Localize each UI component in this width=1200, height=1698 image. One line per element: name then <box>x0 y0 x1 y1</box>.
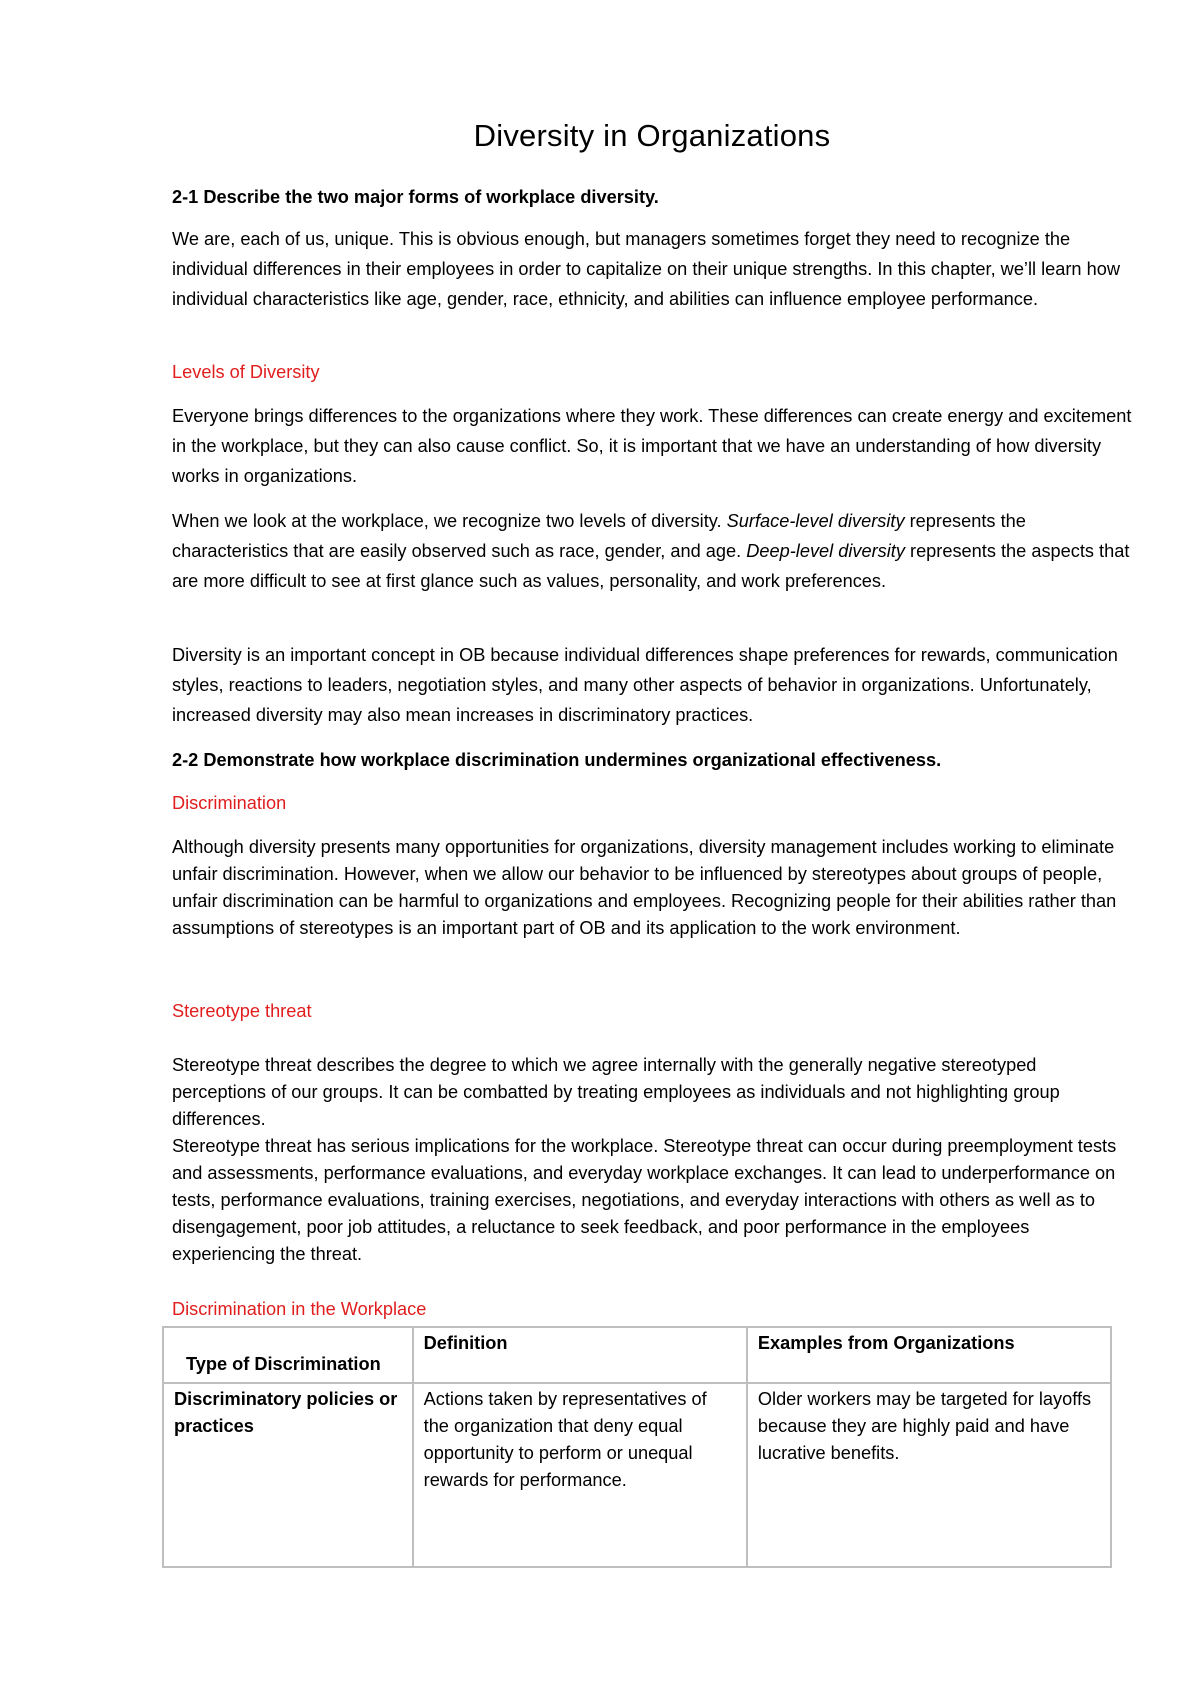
deep-level-diversity-term: Deep-level diversity <box>746 541 905 561</box>
subheading-discrimination: Discrimination <box>172 793 287 813</box>
section-heading-2-2: 2-2 Demonstrate how workplace discrimination undermines organizational effectiveness. <box>172 750 942 770</box>
stereotype-paragraph-1: Stereotype threat describes the degree to which we agree internally with the generally negative stereotyped perceptions of our groups. It can be combatted by treating employees as individuals and not highlighting group differences. <box>172 1055 1060 1129</box>
levels-paragraph-2-text-b: represents the characteristics that are easily observed such as race, gender, and age. <box>172 511 1026 561</box>
subheading-levels-of-diversity: Levels of Diversity <box>172 362 320 382</box>
intro-paragraph: We are, each of us, unique. This is obvious enough, but managers sometimes forget they need to recognize the individual differences in their employees in order to capitalize on their unique strengths. In this chapter, we’ll learn how individual characteristics like age, gender, race, ethnicity, and abilities can influence employee performance. <box>172 229 1120 309</box>
table-header-definition: Definition <box>413 1327 747 1383</box>
document-title: Diversity in Organizations <box>473 118 831 153</box>
levels-paragraph-2-text-c: represents the aspects that are more difficult to see at first glance such as values, personality, and work preferences. <box>172 541 1130 591</box>
discrimination-paragraph: Although diversity presents many opportunities for organizations, diversity management includes working to eliminate unfair discrimination. However, when we allow our behavior to be influenced by stereotypes about groups of people, unfair discrimination can be harmful to organizations and employees. Recognizing people for their abilities rather than assumptions of stereotypes is an important part of OB and its application to the work environment. <box>172 837 1117 938</box>
table-header-examples: Examples from Organizations <box>747 1327 1111 1383</box>
levels-paragraph-2 <box>172 506 1132 596</box>
discrimination-table <box>162 1326 1112 1568</box>
table-cell-examples: Older workers may be targeted for layoffs because they are highly paid and have lucrative benefits. <box>747 1383 1111 1567</box>
subheading-stereotype-threat: Stereotype threat <box>172 1001 312 1021</box>
section-heading-2-1: 2-1 Describe the two major forms of workplace diversity. <box>172 187 659 207</box>
table-header-row <box>163 1327 1111 1383</box>
table-cell-type: Discriminatory policies or practices <box>163 1383 413 1567</box>
surface-level-diversity-term: Surface-level diversity <box>726 511 905 531</box>
levels-paragraph-3: Diversity is an important concept in OB because individual differences shape preferences for rewards, communication styles, reactions to leaders, negotiation styles, and many other aspects of behavior in organizations. Unfortunately, increased diversity may also mean increases in discriminatory practices. <box>172 645 1118 725</box>
levels-paragraph-2-text-a: When we look at the workplace, we recognize two levels of diversity. <box>172 511 727 531</box>
levels-paragraph-1: Everyone brings differences to the organizations where they work. These differences can create energy and excitement in the workplace, but they can also cause conflict. So, it is important that we have an understanding of how diversity works in organizations. <box>172 406 1132 486</box>
table-header-type: Type of Discrimination <box>163 1327 413 1383</box>
subheading-discrimination-in-workplace: Discrimination in the Workplace <box>172 1299 427 1319</box>
table-row <box>163 1383 1111 1567</box>
table-cell-definition: Actions taken by representatives of the organization that deny equal opportunity to perform or unequal rewards for performance. <box>413 1383 747 1567</box>
stereotype-paragraph-2: Stereotype threat has serious implications for the workplace. Stereotype threat can occur during preemployment tests and assessments, performance evaluations, and everyday workplace exchanges. It can lead to underperformance on tests, performance evaluations, training exercises, negotiations, and everyday interactions with others as well as to disengagement, poor job attitudes, a reluctance to seek feedback, and poor performance in the employees experiencing the threat. <box>172 1136 1117 1264</box>
